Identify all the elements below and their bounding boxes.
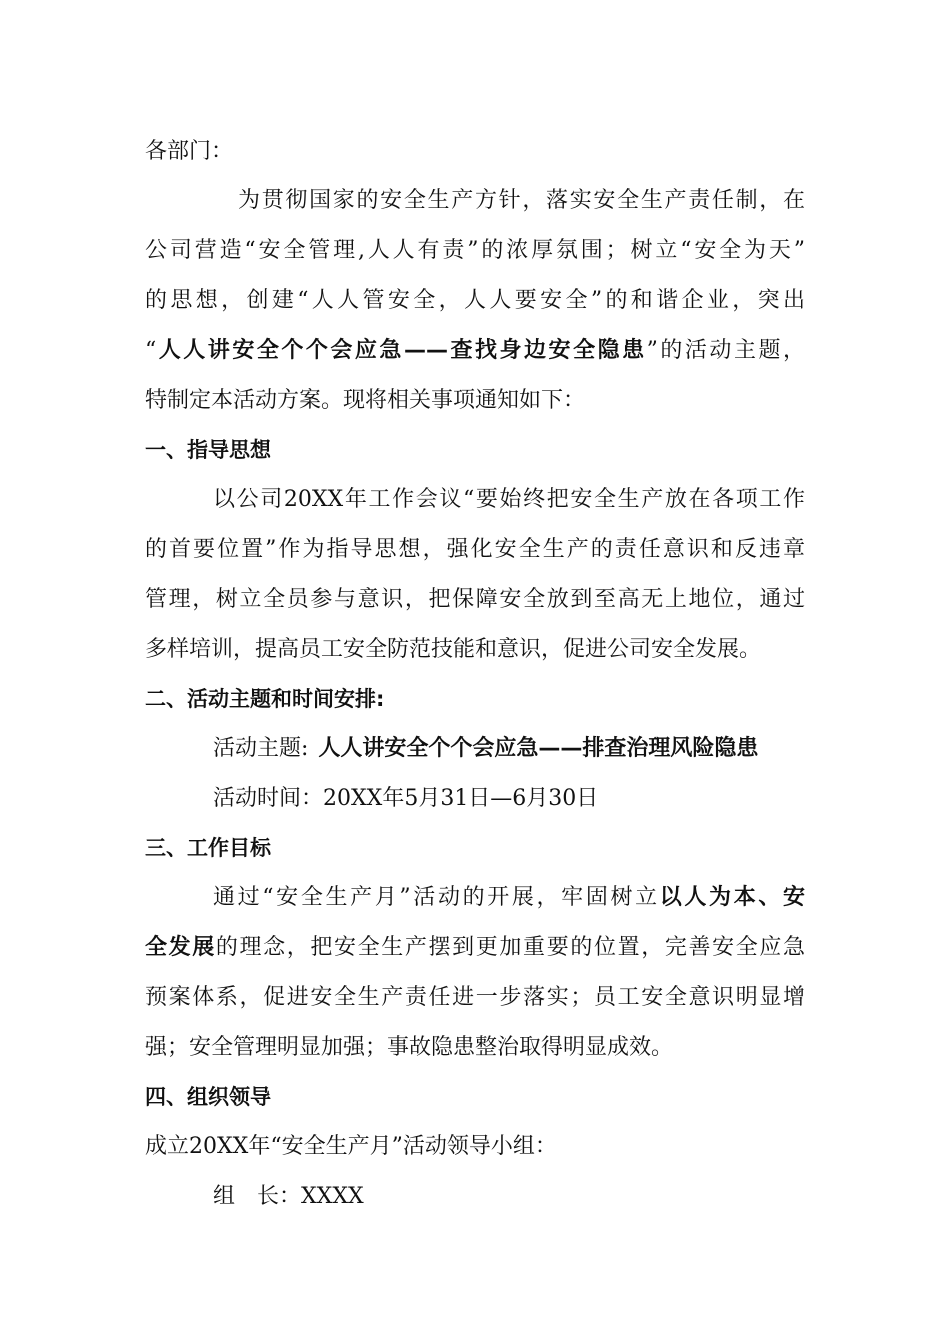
theme-value: 人人讲安全个个会应急——排查治理风险隐患 bbox=[318, 736, 759, 761]
section3-line-1-bold: 以人为本、安 bbox=[659, 885, 805, 910]
section3-heading: 三、工作目标 bbox=[145, 836, 271, 860]
section2-heading: 二、活动主题和时间安排: bbox=[145, 687, 385, 711]
intro-line-5: 特制定本活动方案。现将相关事项通知如下： bbox=[145, 388, 586, 413]
section3-line-4: 强；安全管理明显加强；事故隐患整治取得明显成效。 bbox=[145, 1035, 674, 1060]
section3-line-1-text: 通过“安全生产月”活动的开展，牢固树立 bbox=[213, 885, 660, 910]
section3-line-3: 预案体系，促进安全生产责任进一步落实；员工安全意识明显增 bbox=[145, 985, 805, 1010]
activity-time-line: 活动时间：20XX年5月31日—6月30日 bbox=[213, 786, 599, 811]
section3-line-2-bold: 全发展 bbox=[145, 935, 216, 960]
intro-quote-open: “ bbox=[145, 338, 157, 363]
section4-line-1: 成立20XX年“安全生产月”活动领导小组： bbox=[145, 1134, 557, 1159]
intro-line-3: 的思想，创建“人人管安全，人人要安全”的和谐企业，突出 bbox=[145, 288, 805, 313]
section4-heading: 四、组织领导 bbox=[145, 1085, 271, 1109]
intro-line-2: 公司营造“安全管理,人人有责”的浓厚氛围；树立“安全为天” bbox=[145, 238, 805, 263]
leader-line bbox=[213, 1182, 805, 1212]
section1-heading: 一、指导思想 bbox=[145, 438, 271, 462]
intro-line-4-rest: ”的活动主题， bbox=[646, 338, 805, 363]
activity-theme-line bbox=[213, 734, 805, 764]
section1-line-3: 管理，树立全员参与意识，把保障安全放到至高无上地位，通过 bbox=[145, 587, 805, 612]
leader-label: 组 长： bbox=[213, 1184, 302, 1209]
section1-line-2: 的首要位置”作为指导思想，强化安全生产的责任意识和反违章 bbox=[145, 537, 805, 562]
intro-line-1: 为贯彻国家的安全生产方针，落实安全生产责任制，在 bbox=[238, 188, 805, 213]
activity-theme-bold: 人人讲安全个个会应急——查找身边安全隐患 bbox=[156, 338, 647, 363]
intro-line-4 bbox=[145, 336, 805, 366]
salutation: 各部门： bbox=[145, 139, 234, 164]
section1-line-4: 多样培训，提高员工安全防范技能和意识，促进公司安全发展。 bbox=[145, 637, 762, 662]
section3-line-1 bbox=[213, 883, 805, 913]
section1-line-1: 以公司20XX年工作会议“要始终把安全生产放在各项工作 bbox=[213, 487, 805, 512]
section3-line-2-text: 的理念，把安全生产摆到更加重要的位置，完善安全应急 bbox=[215, 935, 805, 960]
theme-label: 活动主题: bbox=[213, 736, 309, 761]
section3-line-2 bbox=[145, 933, 805, 963]
leader-value: XXXX bbox=[301, 1184, 364, 1209]
